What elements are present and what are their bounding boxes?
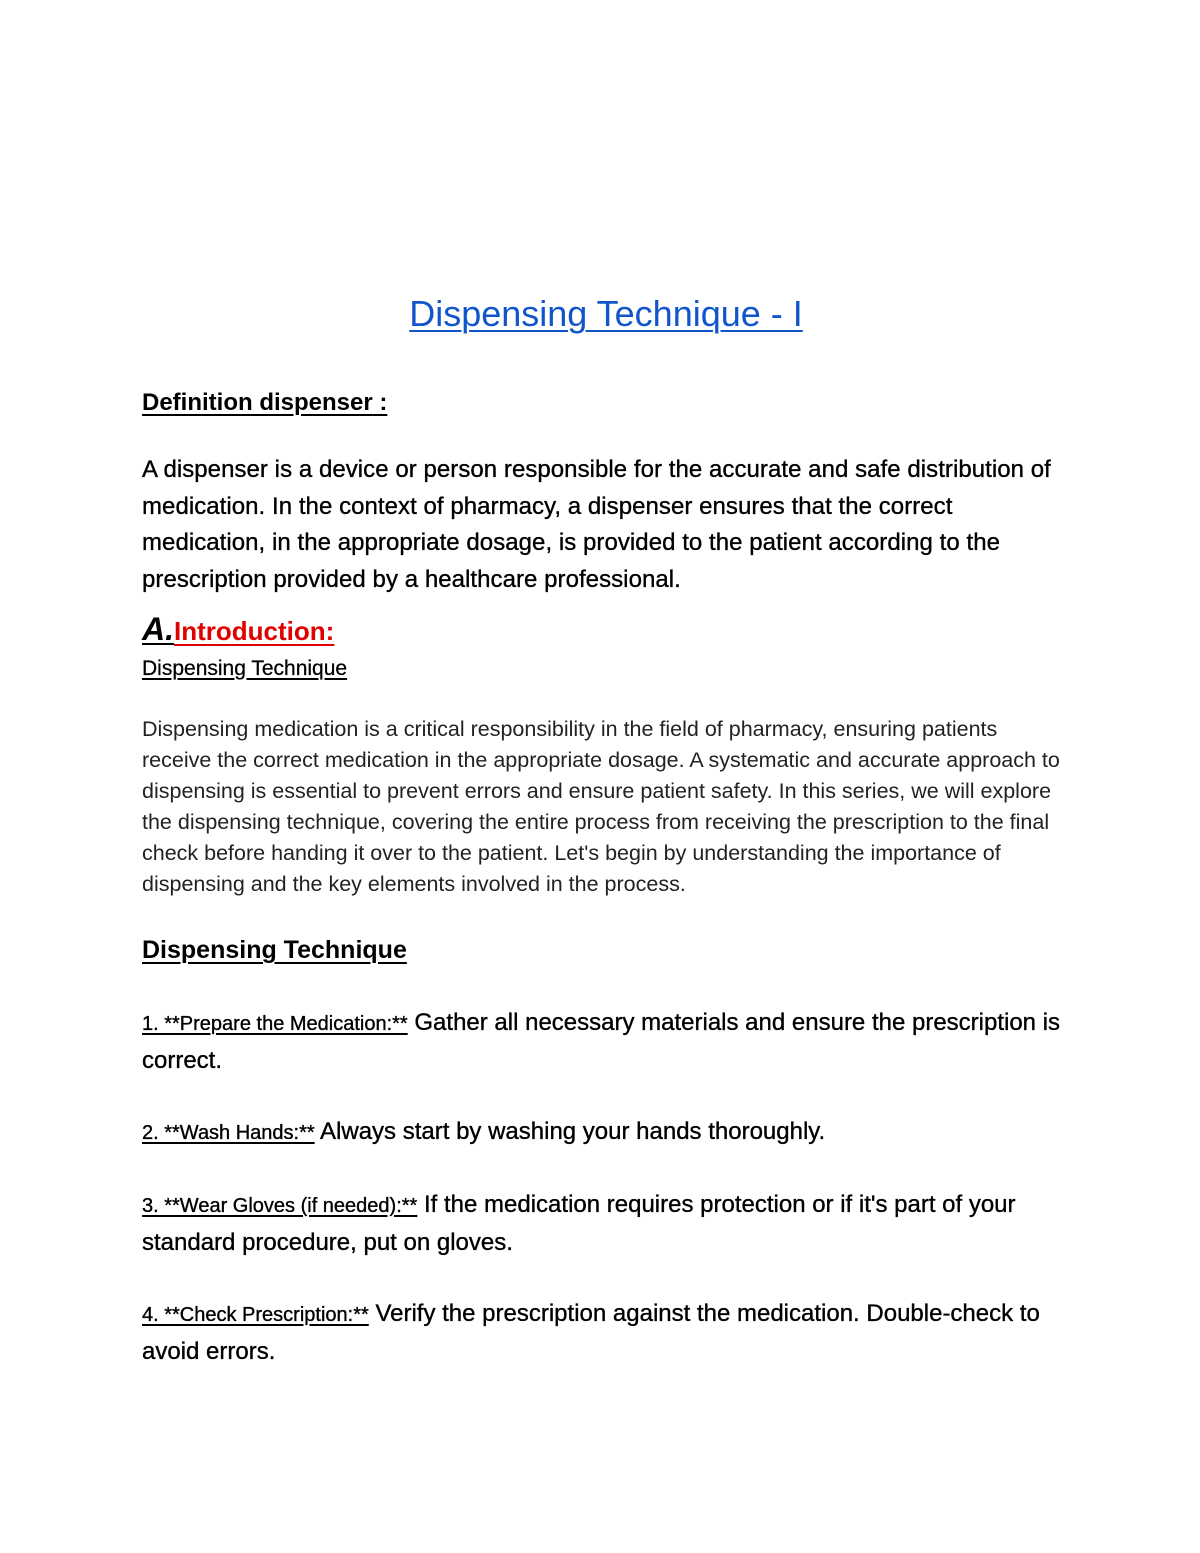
technique-step-label: 4. **Check Prescription:**	[142, 1304, 369, 1326]
introduction-label: Introduction:	[174, 616, 335, 646]
document-title: Dispensing Technique - I	[409, 293, 803, 334]
definition-heading	[142, 386, 1072, 420]
technique-step-text: If the medication requires protection or if it's part of your standard procedure, put on gloves.	[142, 1191, 1016, 1256]
technique-step	[142, 1005, 1072, 1079]
technique-step	[142, 1187, 1072, 1261]
definition-heading-colon: :	[372, 389, 388, 416]
technique-step-text: Gather all necessary materials and ensure the prescription is correct.	[142, 1009, 1061, 1074]
technique-step	[142, 1114, 1072, 1152]
introduction-letter: A.	[142, 611, 174, 647]
definition-paragraph: A dispenser is a device or person responsible for the accurate and safe distribution of medication. In the context of pharmacy, a dispenser ensures that the correct medication, in the appropriate dosage, is provided to the patient according to the prescription provided by a healthcare professional.	[142, 456, 1051, 593]
definition-heading-text: Definition dispenser	[142, 389, 373, 416]
technique-step-label: 2. **Wash Hands:**	[142, 1122, 315, 1144]
technique-step-text: Always start by washing your hands thoroughly.	[314, 1118, 826, 1145]
technique-heading: Dispensing Technique	[142, 936, 407, 964]
technique-step-label: 1. **Prepare the Medication:**	[142, 1013, 408, 1035]
introduction-subheading: Dispensing Technique	[142, 657, 348, 680]
technique-step-text: Verify the prescription against the medication. Double-check to avoid errors.	[142, 1300, 1040, 1365]
introduction-heading	[142, 610, 1072, 650]
introduction-paragraph: Dispensing medication is a critical responsibility in the field of pharmacy, ensuring patients receive the correct medication in the appropriate dosage. A systematic and accurate approach to dispensing is essential to prevent errors and ensure patient safety. In this series, we will explore the dispensing technique, covering the entire process from receiving the prescription to the final check before handing it over to the patient. Let's begin by understanding the importance of dispensing and the key elements involved in the process.	[142, 717, 1060, 896]
technique-step-label: 3. **Wear Gloves (if needed):**	[142, 1195, 418, 1217]
technique-step	[142, 1296, 1072, 1370]
